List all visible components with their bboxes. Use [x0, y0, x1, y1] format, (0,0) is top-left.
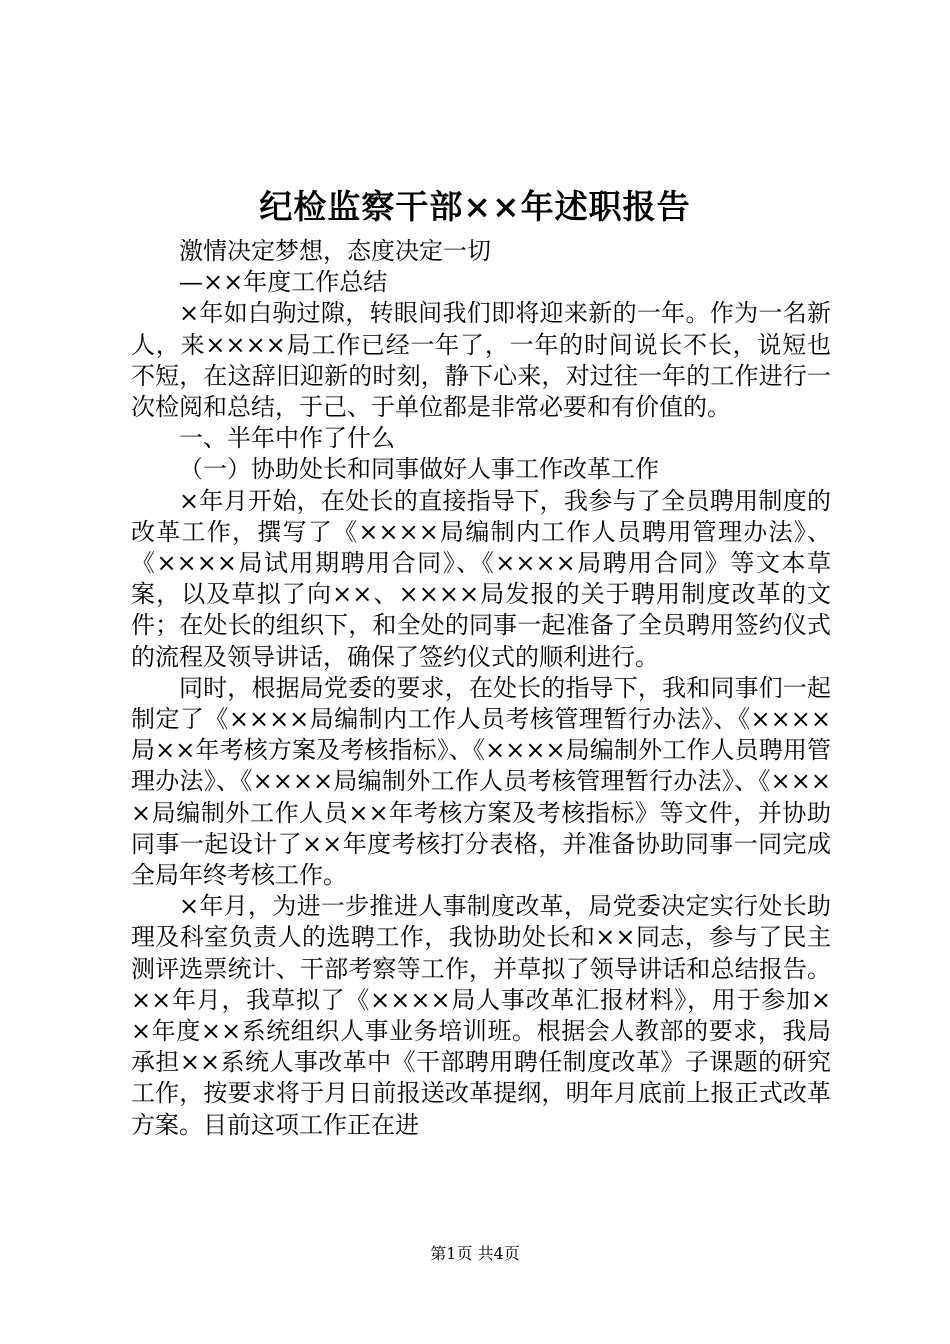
paragraph-intro: ×年如白驹过隙，转眼间我们即将迎来新的一年。作为一名新人，来××××局工作已经一年了，一年的时间说长不长，说短也不短，在这辞旧迎新的时刻，静下心来，对过往一年的工作进行一次检阅和总结，于己、于单位都是非常必要和有价值的。 — [131, 299, 831, 422]
page-footer: 第1页 共4页 — [430, 1244, 520, 1263]
subsection-heading: （一）协助处长和同事做好人事工作改革工作 — [179, 455, 659, 484]
section-heading: 一、半年中作了什么 — [179, 424, 395, 453]
paragraph-subtitle: —××年度工作总结 — [179, 268, 388, 297]
paragraph: 同时，根据局党委的要求，在处长的指导下，我和同事们一起制定了《××××局编制内工作人员考核管理暂行办法》、《××××局××年考核方案及考核指标》、《××××局编制外工作人员聘用管理办法》、《××××局编制外工作人员考核管理暂行办法》、《××××局编制外工作人员××年考核方案及考核指标》等文件，并协助同事一起设计了××年度考核打分表格，并准备协助同事一同完成全局年终考核工作。 — [131, 673, 831, 890]
document-body — [131, 236, 831, 1141]
paragraph: ×年月，为进一步推进人事制度改革，局党委决定实行处长助理及科室负责人的选聘工作，我协助处长和××同志，参与了民主测评选票统计、干部考察等工作，并草拟了领导讲话和总结报告。××年月，我草拟了《××××局人事改革汇报材料》，用于参加××年度××系统组织人事业务培训班。根据会人教部的要求，我局承担××系统人事改革中《干部聘用聘任制度改革》子课题的研究工作，按要求将于月日前报送改革提纲，明年月底前上报正式改革方案。目前这项工作正在进 — [131, 892, 831, 1139]
document-title: 纪检监察干部××年述职报告 — [259, 187, 691, 226]
paragraph: ×年月开始，在处长的直接指导下，我参与了全员聘用制度的改革工作，撰写了《××××局编制内工作人员聘用管理办法》、《××××局试用期聘用合同》、《××××局聘用合同》等文本草案，以及草拟了向××、××××局发报的关于聘用制度改革的文件；在处长的组织下，和全处的同事一起准备了全员聘用签约仪式的流程及领导讲话，确保了签约仪式的顺利进行。 — [131, 486, 831, 671]
paragraph-motto: 激情决定梦想，态度决定一切 — [179, 237, 491, 265]
